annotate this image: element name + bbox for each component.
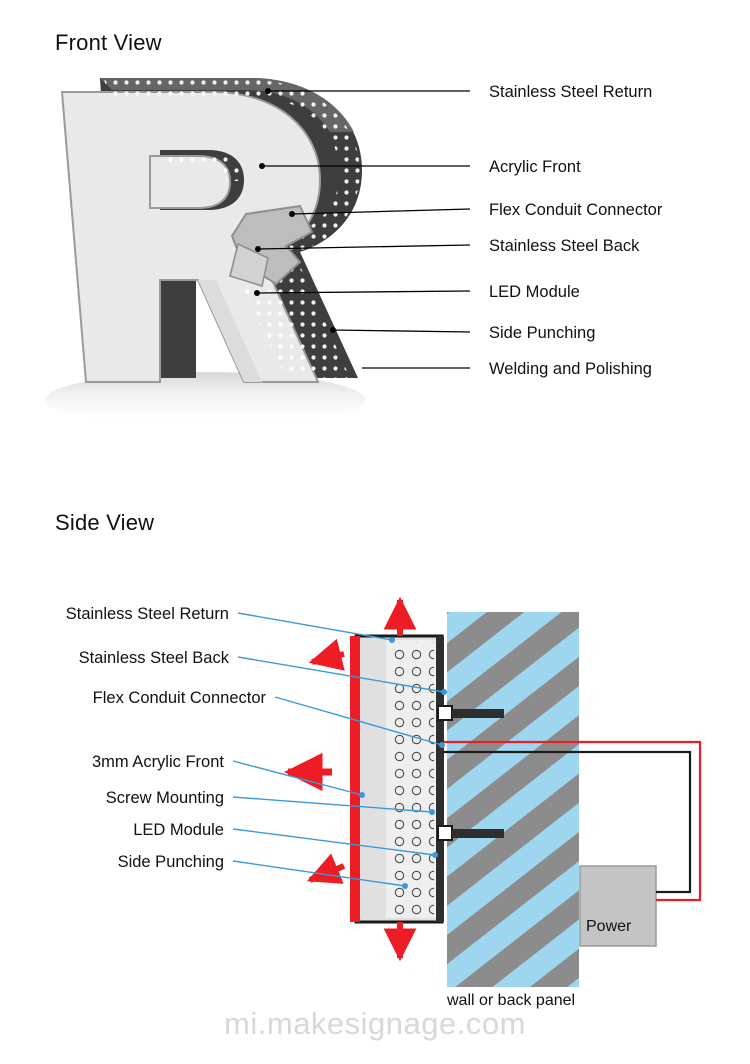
callout-stainless-steel-return: Stainless Steel Return xyxy=(489,83,653,101)
callout-side-side-punching: Side Punching xyxy=(117,853,224,871)
led-module-dots xyxy=(392,642,434,916)
leader-line xyxy=(238,613,392,640)
stainless-steel-back-edge xyxy=(436,636,444,922)
callout-side-led-module: LED Module xyxy=(133,821,224,839)
leader-dot xyxy=(439,742,445,748)
screw-shank-lower xyxy=(452,829,504,838)
leader-dot xyxy=(402,883,408,889)
leader-dot xyxy=(429,809,435,815)
callout-stainless-steel-back: Stainless Steel Back xyxy=(489,237,640,255)
wall-or-back-panel-caption: wall or back panel xyxy=(447,992,576,1009)
front-view-title: Front View xyxy=(55,30,162,55)
callout-side-stainless-steel-return: Stainless Steel Return xyxy=(65,605,229,623)
callout-led-module: LED Module xyxy=(489,283,580,301)
screw-shank-upper xyxy=(452,709,504,718)
wall-back-panel xyxy=(447,612,579,987)
leader-dot xyxy=(441,689,447,695)
callout-welding-and-polishing: Welding and Polishing xyxy=(489,360,652,378)
screw-mounting-upper xyxy=(438,706,452,720)
callout-side-stainless-steel-back: Stainless Steel Back xyxy=(78,649,229,667)
callout-side-flex-conduit-connector: Flex Conduit Connector xyxy=(92,689,266,707)
power-supply-label: Power xyxy=(586,918,632,935)
leader-line xyxy=(233,761,362,795)
watermark: mi.makesignage.com xyxy=(224,1006,526,1041)
callout-side-punching: Side Punching xyxy=(489,324,596,342)
leader-dot xyxy=(432,852,438,858)
callout-acrylic-front: Acrylic Front xyxy=(489,158,581,176)
leader-dot xyxy=(359,792,365,798)
arrow-left-upper xyxy=(312,654,344,662)
side-view-title: Side View xyxy=(55,510,155,535)
leader-dot xyxy=(389,637,395,643)
screw-mounting-lower xyxy=(438,826,452,840)
callout-screw-mounting: Screw Mounting xyxy=(105,789,224,807)
callout-flex-conduit-connector: Flex Conduit Connector xyxy=(489,201,663,219)
callout-3mm-acrylic-front: 3mm Acrylic Front xyxy=(91,753,224,771)
